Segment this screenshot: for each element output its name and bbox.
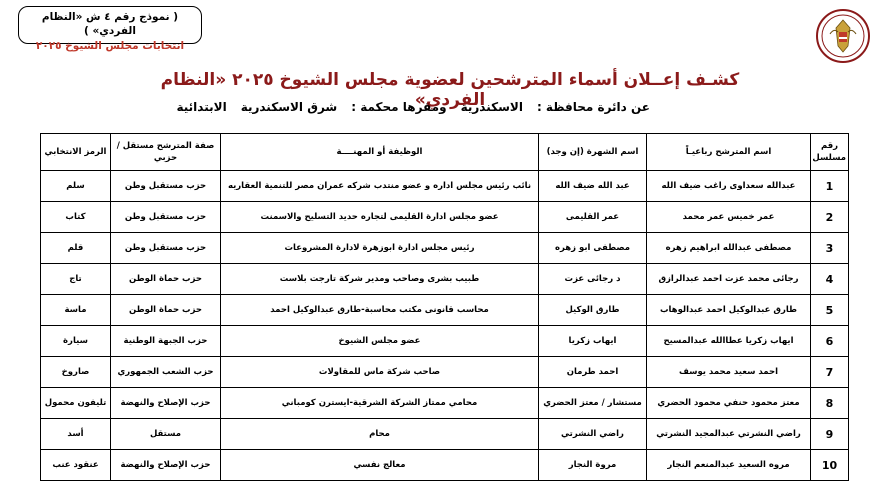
- cell-job: نائب رئيس مجلس اداره و عضو منتدب شركه عمران مصر للتنمية العقاريه: [221, 171, 539, 202]
- cell-serial: 7: [811, 357, 849, 388]
- cell-name: رجائى محمد عزت احمد عبدالرازق: [647, 264, 811, 295]
- cell-symbol: أسد: [41, 419, 111, 450]
- cell-nickname: مستشار / معتز الحضري: [539, 388, 647, 419]
- cell-serial: 4: [811, 264, 849, 295]
- court-type: الابتدائية: [176, 100, 227, 114]
- cell-name: عمر خميس عمر محمد: [647, 202, 811, 233]
- cell-status: حزب مستقبل وطن: [111, 202, 221, 233]
- cell-status: حزب الإصلاح والنهضة: [111, 388, 221, 419]
- cell-job: محام: [221, 419, 539, 450]
- cell-nickname: احمد طرمان: [539, 357, 647, 388]
- cell-serial: 6: [811, 326, 849, 357]
- header-status: صفة المترشح مستقل / حزبي: [111, 134, 221, 171]
- cell-symbol: سلم: [41, 171, 111, 202]
- cell-status: حزب حماة الوطن: [111, 264, 221, 295]
- cell-status: حزب الإصلاح والنهضة: [111, 450, 221, 481]
- cell-job: طبيب بشرى وصاحب ومدير شركة تارجت بلاست: [221, 264, 539, 295]
- cell-status: حزب الجبهة الوطنية: [111, 326, 221, 357]
- cell-symbol: عنقود عنب: [41, 450, 111, 481]
- cell-name: احمد سعيد محمد يوسف: [647, 357, 811, 388]
- form-number-box: [18, 6, 202, 52]
- cell-status: مستقل: [111, 419, 221, 450]
- cell-serial: 8: [811, 388, 849, 419]
- court-value: شرق الاسكندرية: [240, 100, 338, 114]
- cell-serial: 2: [811, 202, 849, 233]
- cell-job: معالج نفسي: [221, 450, 539, 481]
- cell-symbol: صاروخ: [41, 357, 111, 388]
- cell-nickname: مصطفى ابو زهره: [539, 233, 647, 264]
- table-header-row: [41, 134, 849, 171]
- cell-job: محاسب قانونى مكتب محاسبة-طارق عبدالوكيل احمد: [221, 295, 539, 326]
- cell-status: حزب مستقبل وطن: [111, 171, 221, 202]
- form-number-label: ( نموذج رقم ٤ ش «النظام الفردي» ): [41, 11, 179, 37]
- cell-serial: 9: [811, 419, 849, 450]
- cell-nickname: عبد الله ضيف الله: [539, 171, 647, 202]
- header-job: الوظيفة أو المهنــــة: [221, 134, 539, 171]
- governorate-value: الاسكندرية: [460, 100, 523, 114]
- table-row: [41, 233, 849, 264]
- candidates-table: [40, 133, 849, 481]
- table-row: [41, 450, 849, 481]
- cell-nickname: د رجائى عزت: [539, 264, 647, 295]
- cell-symbol: سيارة: [41, 326, 111, 357]
- cell-name: ايهاب زكريا عطاالله عبدالمسيح: [647, 326, 811, 357]
- cell-status: حزب مستقبل وطن: [111, 233, 221, 264]
- election-name-label: انتخابات مجلس الشيوخ ٢٠٢٥: [35, 40, 185, 52]
- district-info: [176, 100, 650, 114]
- table-row: [41, 326, 849, 357]
- cell-job: عضو مجلس الشيوخ: [221, 326, 539, 357]
- table-row: [41, 388, 849, 419]
- national-election-authority-logo: [812, 8, 874, 64]
- header-serial: رقم مسلسل: [811, 134, 849, 171]
- table-row: [41, 264, 849, 295]
- cell-nickname: طارق الوكيل: [539, 295, 647, 326]
- cell-status: حزب الشعب الجمهوري: [111, 357, 221, 388]
- table-row: [41, 357, 849, 388]
- table-row: [41, 171, 849, 202]
- page-title: كشـف إعــلان أسماء المترشحين لعضوية مجلس الشيوخ ٢٠٢٥ «النظام الفردي»: [160, 70, 740, 110]
- court-label: ومقرها محكمة :: [351, 100, 447, 114]
- cell-nickname: راضي النشرتي: [539, 419, 647, 450]
- cell-name: معتز محمود حنفي محمود الحضري: [647, 388, 811, 419]
- header-nickname: اسم الشهرة (إن وجد): [539, 134, 647, 171]
- cell-job: صاحب شركة ماس للمقاولات: [221, 357, 539, 388]
- header-name: اسم المترشح رباعيـاً: [647, 134, 811, 171]
- table-row: [41, 419, 849, 450]
- cell-serial: 5: [811, 295, 849, 326]
- table-row: [41, 295, 849, 326]
- cell-job: رئيس مجلس ادارة ابوزهرة لادارة المشروعات: [221, 233, 539, 264]
- cell-nickname: عمر القليمى: [539, 202, 647, 233]
- cell-nickname: مروة النجار: [539, 450, 647, 481]
- cell-name: راضي النشرتي عبدالمجيد النشرتي: [647, 419, 811, 450]
- cell-serial: 3: [811, 233, 849, 264]
- cell-serial: 1: [811, 171, 849, 202]
- cell-serial: 10: [811, 450, 849, 481]
- cell-symbol: قلم: [41, 233, 111, 264]
- cell-name: طارق عبدالوكيل احمد عبدالوهاب: [647, 295, 811, 326]
- cell-symbol: كتاب: [41, 202, 111, 233]
- header-symbol: الرمز الانتخابي: [41, 134, 111, 171]
- governorate-label: عن دائرة محافظة :: [536, 100, 650, 114]
- cell-status: حزب حماة الوطن: [111, 295, 221, 326]
- cell-name: مروه السعيد عبدالمنعم النجار: [647, 450, 811, 481]
- cell-symbol: ماسة: [41, 295, 111, 326]
- cell-job: محامي ممتاز الشركة الشرقية-ايسترن كومباني: [221, 388, 539, 419]
- cell-name: مصطفى عبدالله ابراهيم زهره: [647, 233, 811, 264]
- cell-job: عضو مجلس ادارة القليمى لتجاره حديد التسليح والاسمنت: [221, 202, 539, 233]
- cell-name: عبدالله سعداوى راغب ضيف الله: [647, 171, 811, 202]
- cell-symbol: تاج: [41, 264, 111, 295]
- table-row: [41, 202, 849, 233]
- cell-symbol: تليفون محمول: [41, 388, 111, 419]
- cell-nickname: ايهاب زكريا: [539, 326, 647, 357]
